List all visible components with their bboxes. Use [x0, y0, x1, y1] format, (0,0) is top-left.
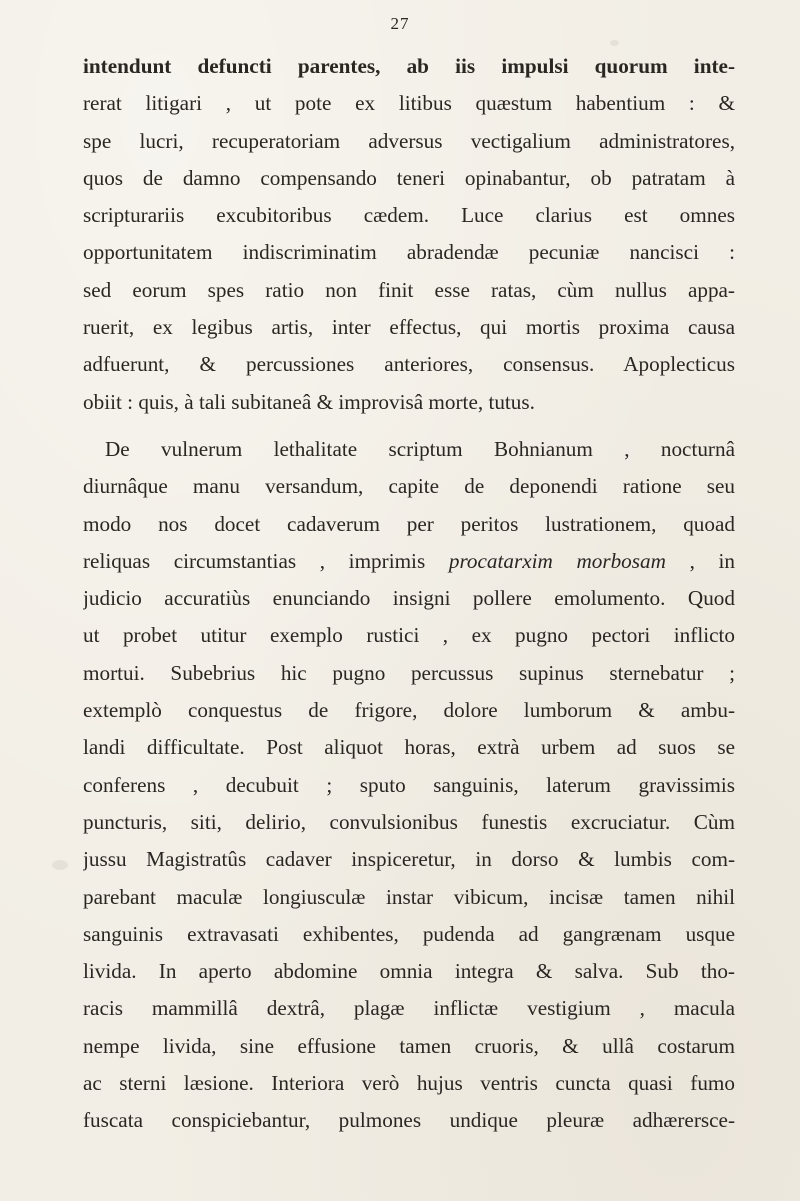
text-line: De vulnerum lethalitate scriptum Bohnianum , nocturnâ: [105, 436, 735, 461]
text-line: rerat litigari , ut pote ex litibus quæstum habentium : &: [83, 91, 735, 116]
body-text: [83, 48, 735, 1140]
text-line: quos de damno compensando teneri opinabantur, ob patratam à: [83, 165, 735, 190]
text-line: sanguinis extravasati exhibentes, pudenda ad gangrænam usque: [83, 921, 735, 946]
text-line: ruerit, ex legibus artis, inter effectus, qui mortis proxima causa: [83, 315, 735, 340]
text-line: conferens , decubuit ; sputo sanguinis, laterum gravissimis: [83, 772, 735, 797]
text-line: jussu Magistratûs cadaver inspiceretur, in dorso & lumbis com-: [83, 847, 735, 872]
paragraph-1: [83, 48, 735, 421]
text-line: landi difficultate. Post aliquot horas, extrà urbem ad suos se: [83, 735, 735, 760]
text-line: ut probet utitur exemplo rustici , ex pugno pectori inflicto: [83, 623, 735, 648]
text-line: puncturis, siti, delirio, convulsionibus funestis excruciatur. Cùm: [83, 809, 735, 834]
paper-stain: [610, 40, 619, 46]
text-line: judicio accuratiùs enunciando insigni pollere emolumento. Quod: [83, 586, 735, 611]
text-line: livida. In aperto abdomine omnia integra & salva. Sub tho-: [83, 959, 735, 984]
text-line: adfuerunt, & percussiones anteriores, consensus. Apoplecticus: [83, 352, 735, 377]
text-line: scripturariis excubitoribus cædem. Luce clarius est omnes: [83, 203, 735, 228]
text-line: intendunt defuncti parentes, ab iis impulsi quorum inte-: [83, 54, 735, 78]
text-line: opportunitatem indiscriminatim abradendæ pecuniæ nancisci :: [83, 240, 735, 265]
paper-stain: [52, 860, 68, 870]
text-line: modo nos docet cadaverum per peritos lustrationem, quoad: [83, 511, 735, 536]
text-line: nempe livida, sine effusione tamen cruoris, & ullâ costarum: [83, 1033, 735, 1058]
paragraph-2: [83, 431, 735, 1140]
paragraph-gap: [83, 421, 735, 431]
text-line: ac sterni læsione. Interiora verò hujus ventris cuncta quasi fumo: [83, 1071, 735, 1096]
text-line: spe lucri, recuperatoriam adversus vectigalium administratores,: [83, 128, 735, 153]
italic-phrase: procatarxim morbosam: [448, 548, 666, 573]
text-line: sed eorum spes ratio non finit esse ratas, cùm nullus appa-: [83, 277, 735, 302]
text-line: parebant maculæ longiusculæ instar vibicum, incisæ tamen nihil: [83, 884, 735, 909]
text-line: fuscata conspiciebantur, pulmones undique pleuræ adhærersce-: [83, 1108, 735, 1133]
text-line: mortui. Subebrius hic pugno percussus supinus sternebatur ;: [83, 660, 735, 685]
page-number: 27: [390, 14, 410, 33]
text-line: reliquas circumstantias , imprimis procatarxim morbosam , in: [83, 548, 735, 573]
text-line: racis mammillâ dextrâ, plagæ inflictæ vestigium , macula: [83, 996, 735, 1021]
text-line: diurnâque manu versandum, capite de deponendi ratione seu: [83, 474, 735, 499]
text-line: obiit : quis, à tali subitaneâ & improvisâ morte, tutus.: [83, 389, 535, 414]
text-line: extemplò conquestus de frigore, dolore lumborum & ambu-: [83, 698, 735, 723]
